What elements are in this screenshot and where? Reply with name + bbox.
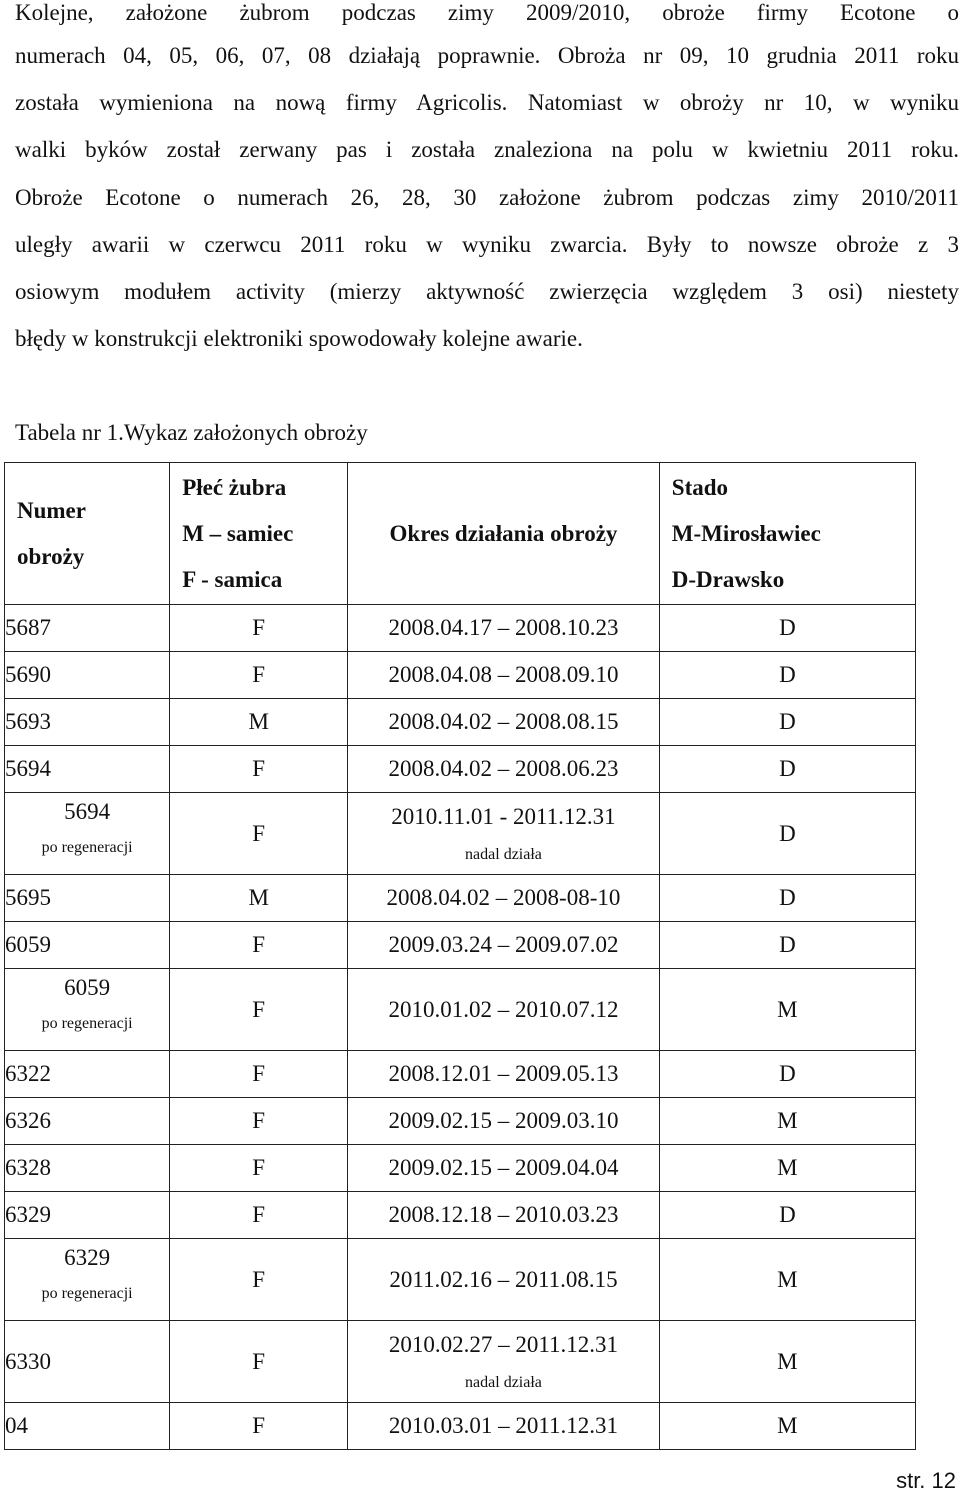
collar-number: 5694 [5, 756, 51, 781]
cell-plec: F [170, 1321, 348, 1403]
cell-numer [5, 699, 170, 746]
table-row [5, 1145, 916, 1192]
collar-number: 5687 [5, 615, 51, 640]
header-okres: Okres działania obroży [348, 463, 660, 605]
header-plec-line: M – samiec [182, 520, 294, 546]
collar-number: 6326 [5, 1108, 51, 1133]
cell-okres: 2009.03.24 – 2009.07.02 [348, 922, 660, 969]
cell-numer [5, 746, 170, 793]
collar-note: po regeneracji [41, 839, 133, 856]
cell-okres [348, 1321, 660, 1403]
header-numer [5, 463, 170, 605]
cell-stado: M [659, 1145, 915, 1192]
cell-stado: D [659, 1192, 915, 1239]
collar-note: po regeneracji [41, 1015, 133, 1032]
cell-plec: M [170, 875, 348, 922]
cell-numer [5, 793, 170, 875]
cell-numer [5, 1145, 170, 1192]
cell-plec: F [170, 1192, 348, 1239]
cell-stado: D [659, 922, 915, 969]
cell-stado: M [659, 969, 915, 1051]
header-plec-line: F - samica [182, 566, 283, 592]
cell-okres: 2009.02.15 – 2009.03.10 [348, 1098, 660, 1145]
table-row [5, 1051, 916, 1098]
cell-plec: F [170, 746, 348, 793]
header-numer-line: Numer [17, 497, 86, 523]
header-numer-line: obroży [17, 543, 85, 569]
period-range: 2010.11.01 - 2011.12.31 [391, 803, 616, 829]
table-row [5, 1239, 916, 1321]
cell-stado: D [659, 699, 915, 746]
collar-number: 5695 [5, 885, 51, 910]
table-row [5, 1192, 916, 1239]
cell-okres [348, 793, 660, 875]
header-stado-line: D-Drawsko [671, 566, 785, 592]
cell-okres: 2010.03.01 – 2011.12.31 [348, 1403, 660, 1450]
table-row [5, 652, 916, 699]
cell-okres: 2011.02.16 – 2011.08.15 [348, 1239, 660, 1321]
cell-numer [5, 969, 170, 1051]
table-caption: Tabela nr 1.Wykaz założonych obroży [15, 420, 368, 445]
header-stado [659, 463, 915, 605]
paragraph-line: uległy awarii w czerwcu 2011 roku w wyniku zwarcia. Były to nowsze obroże z 3 [15, 232, 959, 257]
cell-okres: 2008.04.08 – 2008.09.10 [348, 652, 660, 699]
cell-okres: 2008.12.18 – 2010.03.23 [348, 1192, 660, 1239]
cell-okres: 2008.04.02 – 2008.06.23 [348, 746, 660, 793]
cell-okres: 2010.01.02 – 2010.07.12 [348, 969, 660, 1051]
cell-plec: M [170, 699, 348, 746]
collar-note: po regeneracji [41, 1285, 133, 1302]
header-stado-line: Stado [671, 474, 729, 500]
table-header-row [5, 463, 916, 605]
cell-numer [5, 1321, 170, 1403]
cell-okres: 2008.04.02 – 2008.08.15 [348, 699, 660, 746]
cell-okres: 2008.04.02 – 2008-08-10 [348, 875, 660, 922]
collar-table [4, 462, 916, 1450]
cell-plec: F [170, 652, 348, 699]
paragraph-line: Kolejne, założone żubrom podczas zimy 2009/2010, obroże firmy Ecotone o [15, 0, 959, 25]
paragraph-line: została wymieniona na nową firmy Agricolis. Natomiast w obroży nr 10, w wyniku [15, 90, 959, 115]
paragraph-line: walki byków został zerwany pas i została znaleziona na polu w kwietniu 2011 roku. [15, 137, 959, 162]
collar-number: 5694 [64, 799, 111, 824]
cell-numer [5, 1403, 170, 1450]
collar-number: 6330 [5, 1348, 51, 1374]
paragraph-line: osiowym modułem activity (mierzy aktywność zwierzęcia względem 3 osi) niestety [15, 279, 959, 304]
cell-numer [5, 605, 170, 652]
table-row [5, 605, 916, 652]
table-row [5, 1098, 916, 1145]
table-row [5, 922, 916, 969]
cell-plec: F [170, 1145, 348, 1192]
cell-stado: D [659, 1051, 915, 1098]
cell-stado: D [659, 746, 915, 793]
cell-numer [5, 922, 170, 969]
cell-okres: 2009.02.15 – 2009.04.04 [348, 1145, 660, 1192]
period-range: 2010.02.27 – 2011.12.31 [388, 1331, 619, 1357]
cell-plec: F [170, 1098, 348, 1145]
cell-plec: F [170, 793, 348, 875]
period-note: nadal działa [465, 845, 542, 863]
paragraph-line: błędy w konstrukcji elektroniki spowodowały kolejne awarie. [15, 326, 583, 351]
collar-number: 5693 [5, 709, 51, 734]
table-row [5, 699, 916, 746]
header-plec-line: Płeć żubra [182, 474, 287, 500]
collar-number: 6059 [64, 975, 111, 1000]
cell-stado: M [659, 1403, 915, 1450]
period-note: nadal działa [465, 1373, 542, 1391]
cell-stado: D [659, 605, 915, 652]
cell-stado: M [659, 1098, 915, 1145]
table-row [5, 793, 916, 875]
header-plec [170, 463, 348, 605]
cell-numer [5, 652, 170, 699]
table-body [5, 605, 916, 1450]
cell-plec: F [170, 605, 348, 652]
cell-plec: F [170, 1403, 348, 1450]
paragraph-line: numerach 04, 05, 06, 07, 08 działają poprawnie. Obroża nr 09, 10 grudnia 2011 roku [15, 43, 959, 68]
cell-plec: F [170, 922, 348, 969]
table-row [5, 746, 916, 793]
header-stado-line: M-Mirosławiec [671, 520, 821, 546]
collar-number: 6329 [5, 1202, 51, 1227]
cell-stado: D [659, 652, 915, 699]
collar-number: 6322 [5, 1061, 51, 1086]
table-row [5, 1403, 916, 1450]
cell-stado: M [659, 1321, 915, 1403]
cell-numer [5, 1239, 170, 1321]
collar-number: 6059 [5, 932, 51, 957]
cell-numer [5, 1051, 170, 1098]
cell-plec: F [170, 1051, 348, 1098]
cell-okres: 2008.12.01 – 2009.05.13 [348, 1051, 660, 1098]
table-row [5, 1321, 916, 1403]
page-number: str. 12 [896, 1468, 956, 1493]
collar-number: 6329 [64, 1245, 111, 1270]
collar-number: 6328 [5, 1155, 51, 1180]
table-row [5, 875, 916, 922]
cell-stado: D [659, 793, 915, 875]
table-row [5, 969, 916, 1051]
cell-stado: M [659, 1239, 915, 1321]
cell-stado: D [659, 875, 915, 922]
collar-number: 04 [5, 1413, 28, 1438]
cell-plec: F [170, 1239, 348, 1321]
cell-numer [5, 875, 170, 922]
cell-plec: F [170, 969, 348, 1051]
cell-numer [5, 1098, 170, 1145]
collar-number: 5690 [5, 662, 51, 687]
paragraph-line: Obroże Ecotone o numerach 26, 28, 30 założone żubrom podczas zimy 2010/2011 [15, 185, 959, 210]
cell-okres: 2008.04.17 – 2008.10.23 [348, 605, 660, 652]
cell-numer [5, 1192, 170, 1239]
